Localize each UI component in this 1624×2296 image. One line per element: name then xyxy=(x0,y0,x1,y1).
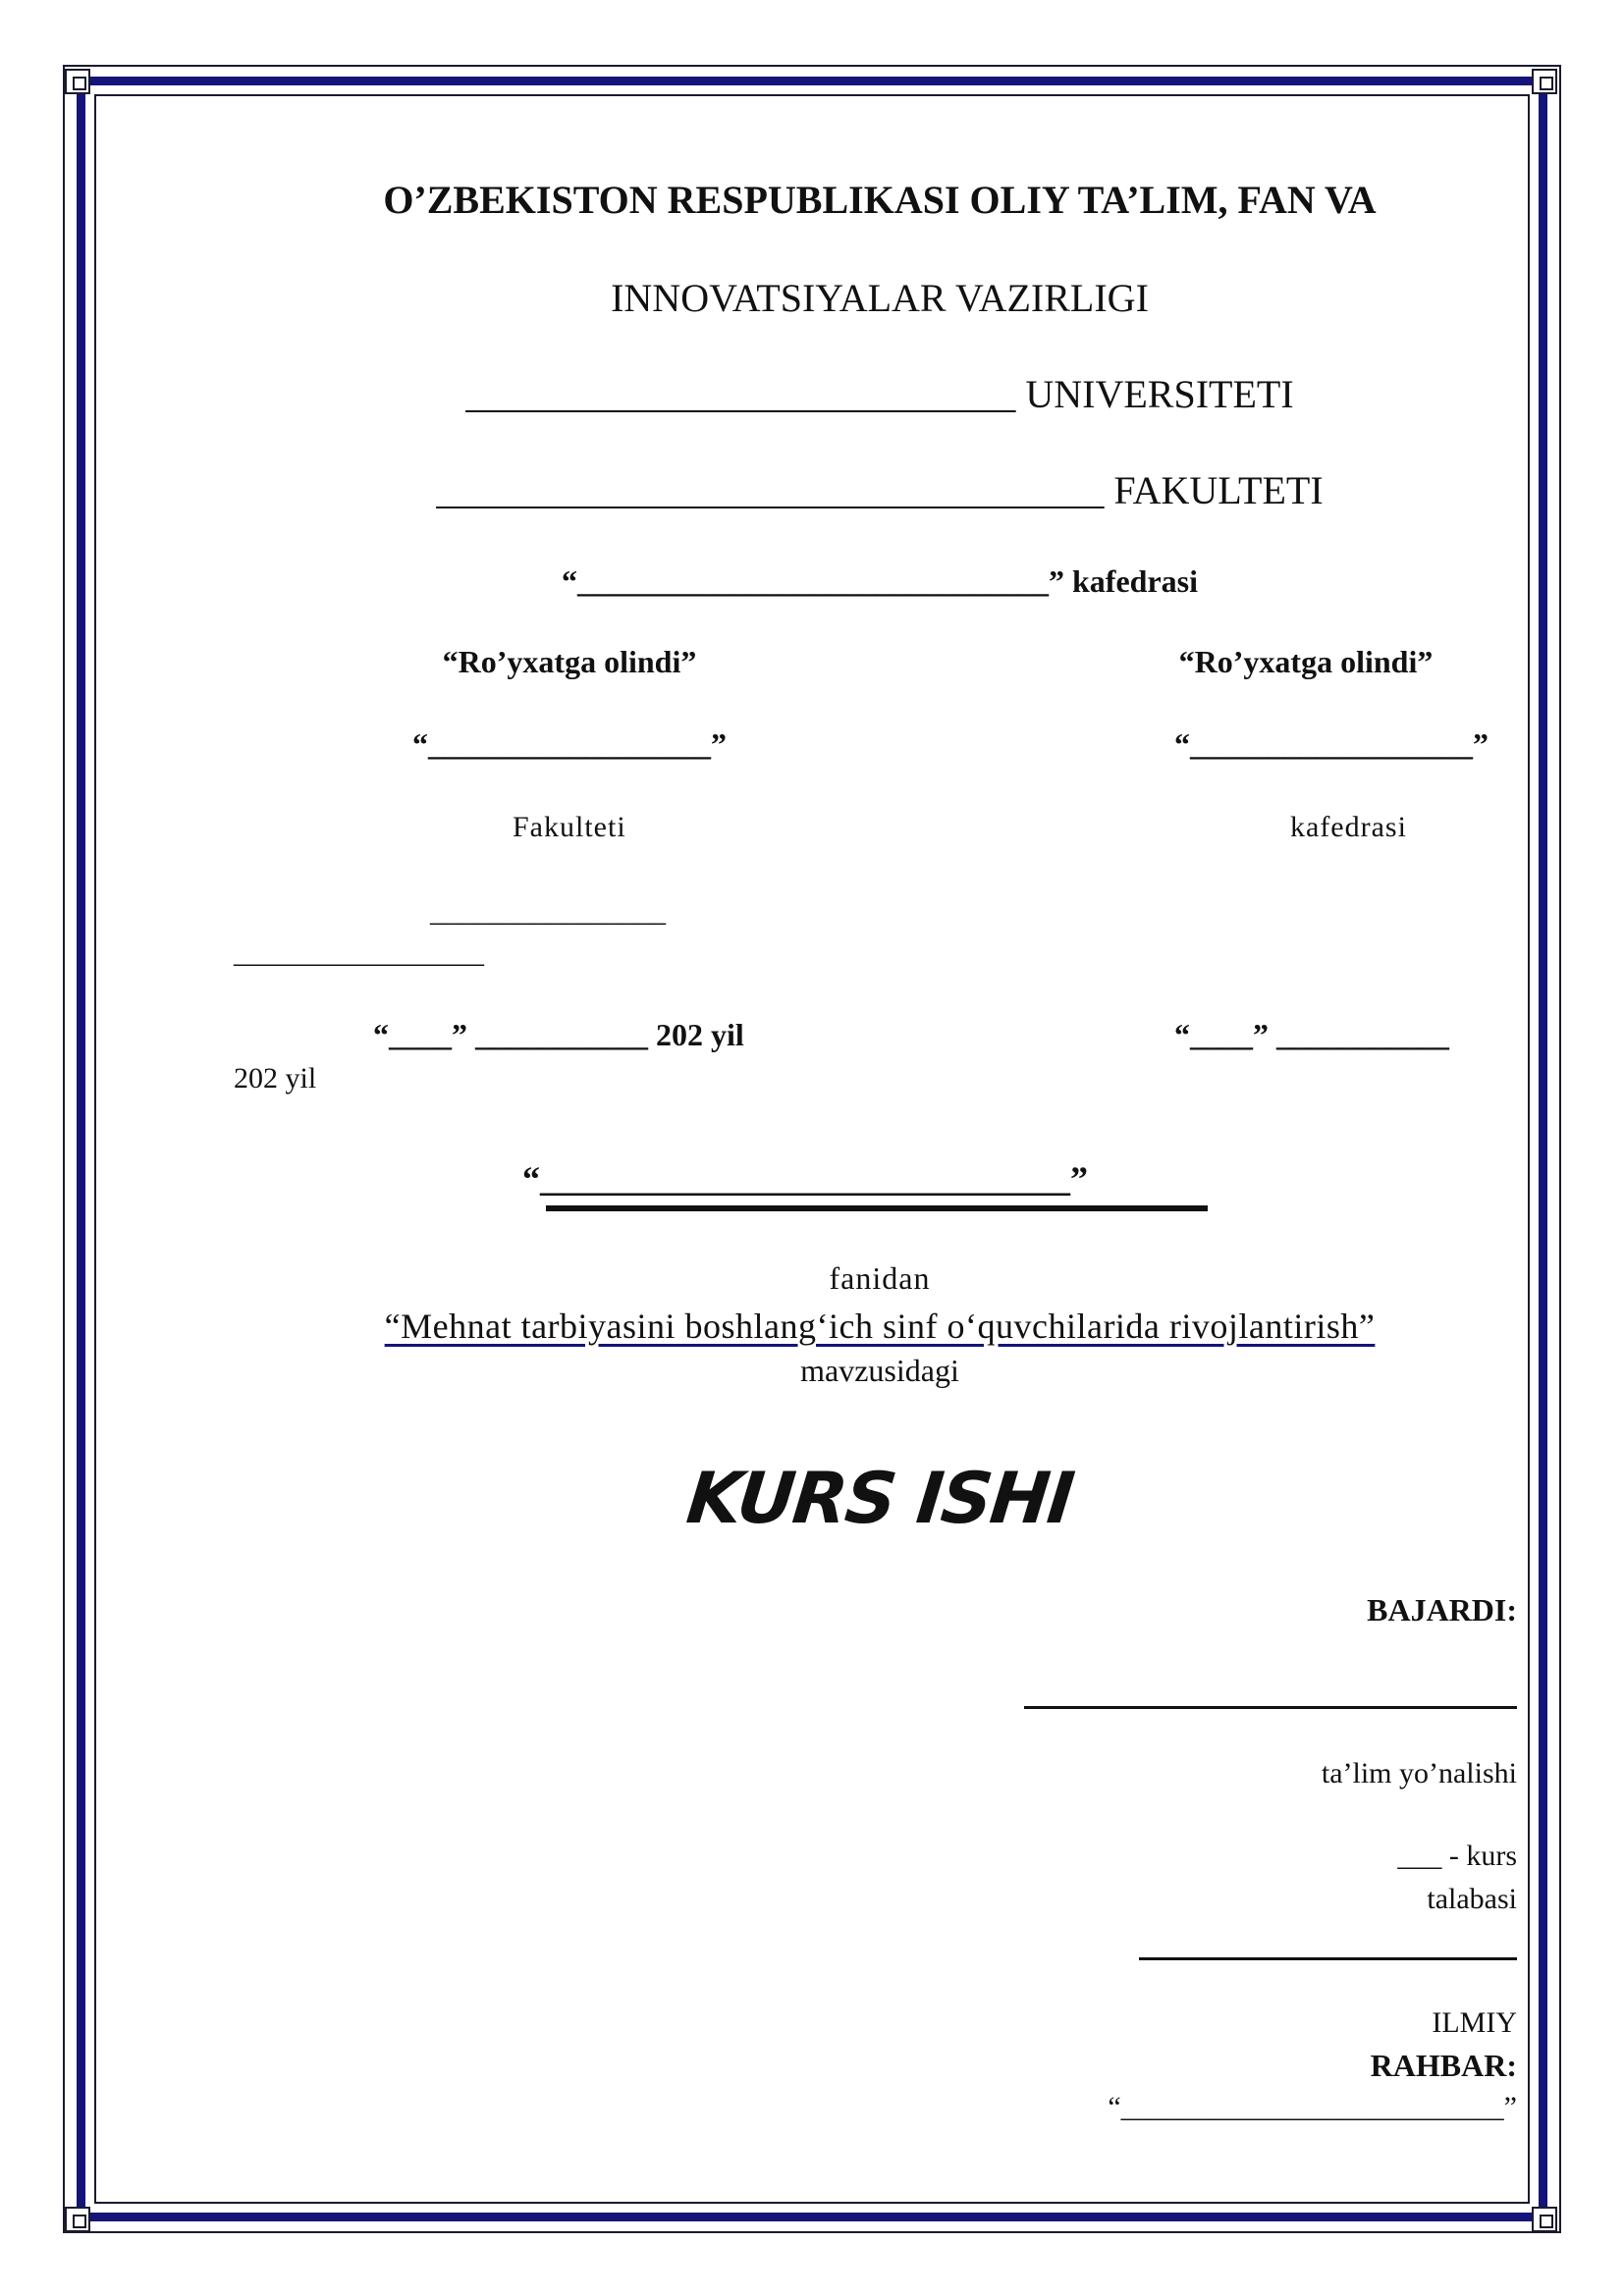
department-label: kafedrasi xyxy=(1290,811,1407,843)
ministry-title-line2: INNOVATSIYALAR VAZIRLIGI xyxy=(611,276,1149,320)
bajardi-label: BAJARDI: xyxy=(1367,1592,1517,1628)
corner-ornament xyxy=(1532,2207,1557,2232)
subject-underline xyxy=(546,1205,1208,1211)
university-line: ____________________________ UNIVERSITETI xyxy=(465,372,1294,416)
supervisor-blank: “__________________________” xyxy=(1108,2091,1517,2123)
ministry-title-line1: O’ZBEKISTON RESPUBLIKASI OLIY TA’LIM, FAN VA xyxy=(383,178,1377,222)
registration-title-right: “Ro’yxatga olindi” xyxy=(1178,644,1434,679)
course-label: ___ - kurs xyxy=(1397,1840,1517,1872)
department-signature-line: _________________ xyxy=(234,936,484,969)
mavzusidagi-label: mavzusidagi xyxy=(800,1353,959,1388)
student-signature-line xyxy=(1139,1957,1517,1960)
document-type-title: KURS ISHI xyxy=(682,1457,1077,1539)
registration-title-left: “Ro’yxatga olindi” xyxy=(442,644,697,679)
registration-blank-left: “__________________” xyxy=(412,726,727,762)
department-line: “______________________________” kafedrasi xyxy=(562,563,1198,599)
registration-blank-right: “__________________” xyxy=(1174,726,1489,762)
faculty-label: Fakulteti xyxy=(513,811,626,843)
faculty-signature-line: ________________ xyxy=(430,895,666,928)
subject-blank: “______________________________” xyxy=(522,1159,1088,1199)
registration-date-right: “____” ___________ xyxy=(1174,1017,1449,1052)
corner-ornament xyxy=(65,2207,90,2232)
direction-label: ta’lim yo’nalishi xyxy=(1321,1757,1517,1789)
ilmiy-label: ILMIY xyxy=(1432,2006,1517,2039)
fanidan-label: fanidan xyxy=(829,1260,931,1296)
registration-year-wrapped: 202 yil xyxy=(234,1062,317,1095)
faculty-line: __________________________________ FAKULTETI xyxy=(436,468,1324,512)
registration-date-left: “____” ___________ 202 yil xyxy=(373,1017,744,1052)
corner-ornament xyxy=(1532,69,1557,94)
student-name-line xyxy=(1024,1706,1517,1709)
student-label: talabasi xyxy=(1427,1883,1517,1915)
topic-title xyxy=(236,1306,1524,1347)
rahbar-label: RAHBAR: xyxy=(1370,2048,1517,2083)
topic-text: “Mehnat tarbiyasini boshlang‘ich sinf o‘quvchilarida rivojlantirish” xyxy=(384,1307,1376,1346)
corner-ornament xyxy=(65,69,90,94)
